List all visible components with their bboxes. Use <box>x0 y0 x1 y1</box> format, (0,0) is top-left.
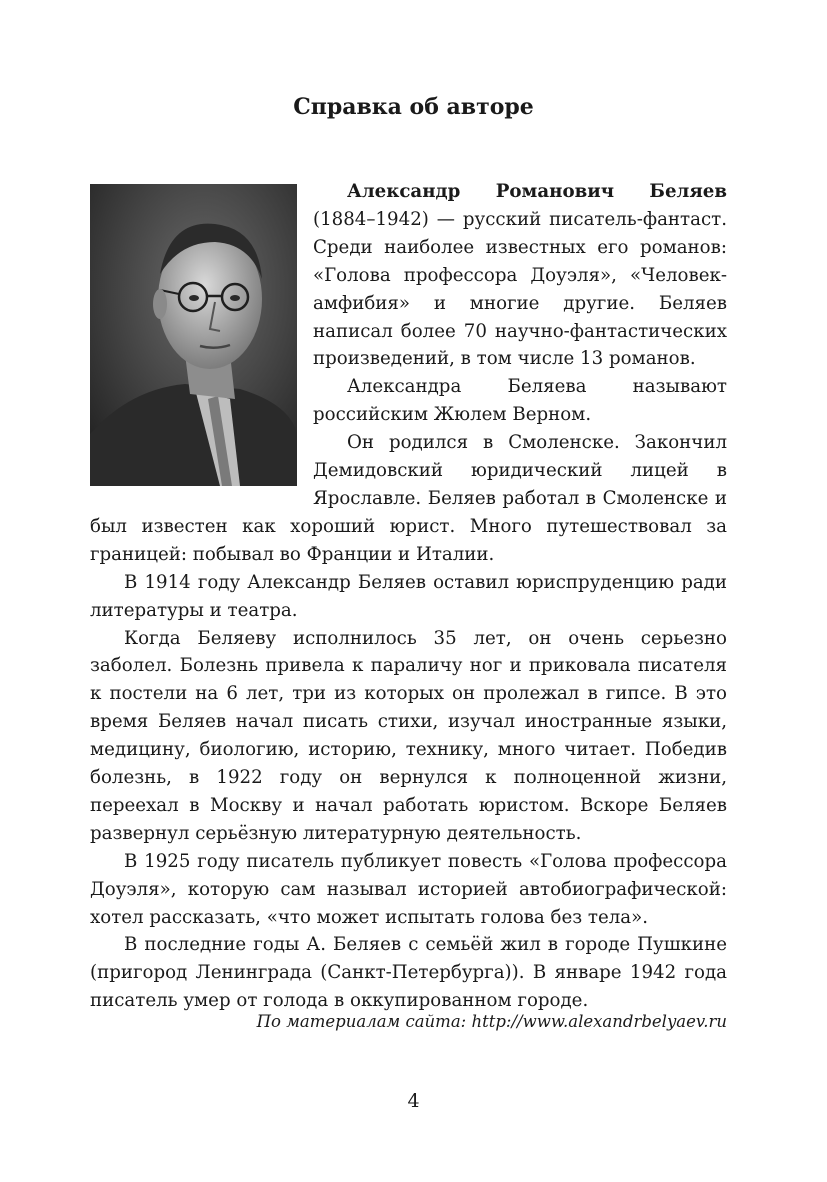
paragraph: В 1925 году писатель публикует повесть «Голова профессора Доуэля», которую сам называл историей автобиографической: хотел рассказать, «что может испытать голова без тела». <box>90 850 727 928</box>
paragraph: Александр Романович Беляев (1884–1942) — русский писатель-фантаст. Среди наиболее известных его романов: «Голова профессора Доуэля», «Человек-амфибия» и многие другие. Беляев написал более 70 научно-фантастических произведений, в том числе 13 романов. <box>313 181 727 370</box>
page-number: 4 <box>407 1090 420 1112</box>
page-title: Справка об авторе <box>293 94 534 120</box>
paragraph: Александра Беляева называют российским Жюлем Верном. <box>313 376 727 426</box>
paragraph: В 1914 году Александр Беляев оставил юриспруденцию ради литературы и театра. <box>90 571 727 621</box>
source-citation: По материалам сайта: http://www.alexandrbelyaev.ru <box>256 1012 727 1031</box>
paragraph: Он родился в Смоленске. Закончил Демидовский юридический лицей в Ярославле. Беляев работал в Смоленске и был известен как хороший юрист. Много путешествовал за границей: побывал во Франции и Италии. <box>90 432 727 565</box>
article-body <box>90 178 727 1015</box>
paragraph: Когда Беляеву исполнилось 35 лет, он очень серьезно заболел. Болезнь привела к параличу ног и приковала писателя к постели на 6 лет, три из которых он пролежал в гипсе. В это время Беляев начал писать стихи, изучал иностранные языки, медицину, биологию, историю, технику, много читает. Победив болезнь, в 1922 году он вернулся к полноценной жизни, переехал в Москву и начал работать юристом. Вскоре Беляев развернул серьёзную литературную деятельность. <box>90 627 727 844</box>
author-name: Александр Романович Беляев <box>347 181 727 202</box>
paragraph: В последние годы А. Беляев с семьёй жил в городе Пушкине (пригород Ленинграда (Санкт-Петербурга)). В январе 1942 года писатель умер от голода в оккупированном городе. <box>90 934 727 1012</box>
